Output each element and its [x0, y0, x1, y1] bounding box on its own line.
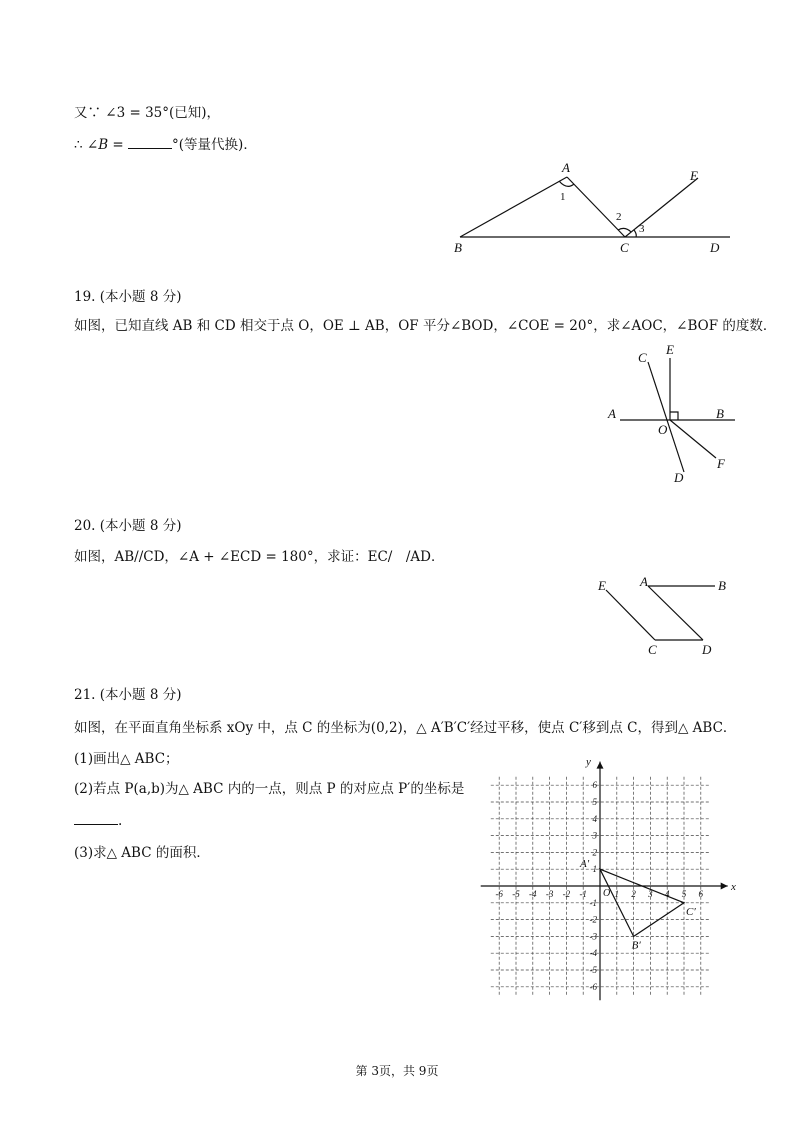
q18-line-2-prefix: ∴ ∠ [74, 137, 99, 153]
y-tick-label: 1 [592, 864, 597, 875]
q18-line-2 [74, 136, 257, 154]
q18-answer-blank[interactable] [128, 136, 172, 149]
y-tick-label: -3 [589, 931, 597, 942]
q18-eq: = [108, 137, 129, 153]
q18-label-1: 1 [560, 191, 566, 203]
q20-line-ec [606, 590, 655, 640]
q20-label-b: B [718, 578, 726, 593]
x-tick-label: 1 [614, 889, 620, 899]
x-tick-label: -1 [579, 889, 587, 899]
x-axis-arrow [721, 883, 728, 890]
q21-part-2-answer [74, 812, 122, 830]
q18-label-a: A [562, 160, 570, 175]
y-tick-label: -2 [589, 914, 597, 925]
q20-label-d: D [702, 642, 712, 657]
q21-part-3: (3)求△ ABC 的面积． [74, 845, 210, 861]
q18-figure [440, 160, 740, 260]
y-tick-label: -6 [589, 981, 597, 992]
x-tick-label: 6 [698, 889, 704, 899]
q18-line-2-suffix: °(等量代换)． [172, 137, 257, 153]
q21-part-2-end: . [118, 813, 123, 829]
q18-label-b: B [454, 240, 462, 255]
q18-line-ac [567, 177, 625, 237]
q19-text: 如图，已知直线 AB 和 CD 相交于点 O，OE ⊥ AB，OF 平分∠BOD，∠COE = 20°，求∠AOC，∠BOF 的度数． [74, 318, 777, 334]
q18-label-2: 2 [616, 211, 622, 223]
q21-header: 21. (本小题 8 分) [74, 687, 182, 703]
x-tick-label: -5 [512, 889, 520, 899]
point-label: C′ [686, 905, 696, 918]
q18-label-e: E [690, 168, 698, 183]
point-label: B′ [631, 939, 641, 952]
q21-intro: 如图，在平面直角坐标系 xOy 中，点 C 的坐标为(0,2)，△ A′B′C′经过平移，使点 C′移到点 C，得到△ ABC． [74, 720, 737, 736]
q18-line-ce [625, 178, 698, 237]
q20-text: 如图，AB//CD，∠A + ∠ECD = 180°，求证：EC/ /AD． [74, 549, 445, 565]
page-footer: 第 3页，共 9页 [355, 1064, 439, 1078]
x-axis-label: x [731, 881, 736, 893]
q18-label-d: D [710, 240, 720, 255]
q21-part-2: (2)若点 P(a,b)为△ ABC 内的一点，则点 P 的对应点 P′的坐标是 [74, 781, 465, 797]
x-tick-label: -2 [562, 889, 571, 899]
q20-label-e: E [598, 578, 606, 593]
q19-label-a: A [608, 406, 616, 421]
q18-arc-3 [634, 230, 636, 237]
q21-answer-blank[interactable] [74, 812, 118, 825]
x-tick-label: 2 [631, 889, 636, 899]
y-tick-label: -5 [589, 965, 597, 975]
y-tick-label: -4 [589, 948, 597, 959]
q19-label-e: E [666, 342, 674, 357]
q18-var-b: B [98, 137, 109, 153]
y-tick-label: 3 [592, 830, 597, 841]
q19-right-angle-mark [670, 412, 678, 420]
q20-label-a: A [640, 574, 648, 589]
q19-label-d: D [674, 470, 684, 485]
y-tick-label: 2 [592, 847, 597, 858]
q19-label-c: C [638, 350, 647, 365]
x-tick-label: -6 [495, 889, 503, 899]
x-tick-label: -3 [545, 889, 554, 899]
point-label: A′ [580, 858, 590, 871]
q18-line-1: 又∵ ∠3 = 35°(已知)， [74, 105, 221, 121]
q18-label-3: 3 [639, 223, 645, 235]
origin-label: O [603, 888, 611, 899]
q19-line-of [670, 420, 716, 458]
q19-label-o: O [658, 422, 668, 437]
q21-part-1: (1)画出△ ABC； [74, 751, 179, 767]
y-tick-label: 5 [592, 797, 597, 807]
q20-figure [590, 570, 740, 665]
q19-label-f: F [717, 456, 725, 471]
q19-header: 19. (本小题 8 分) [74, 289, 182, 305]
q20-header: 20. (本小题 8 分) [74, 518, 182, 534]
q19-label-b: B [716, 406, 724, 421]
y-tick-label: 6 [592, 780, 597, 791]
q18-label-c: C [620, 240, 629, 255]
q20-label-c: C [648, 642, 657, 657]
y-tick-label: -1 [589, 897, 597, 908]
q18-line-ba [460, 177, 567, 237]
x-tick-label: 5 [681, 889, 687, 899]
y-tick-label: 4 [592, 813, 597, 824]
q20-line-ad [648, 586, 703, 640]
q21-coordinate-grid [480, 756, 736, 998]
x-tick-label: 3 [648, 889, 653, 899]
x-tick-label: -4 [529, 889, 537, 899]
q19-figure [600, 340, 740, 490]
y-axis-arrow [597, 762, 604, 769]
y-axis-label: y [586, 756, 591, 769]
x-tick-label: 4 [664, 889, 670, 899]
